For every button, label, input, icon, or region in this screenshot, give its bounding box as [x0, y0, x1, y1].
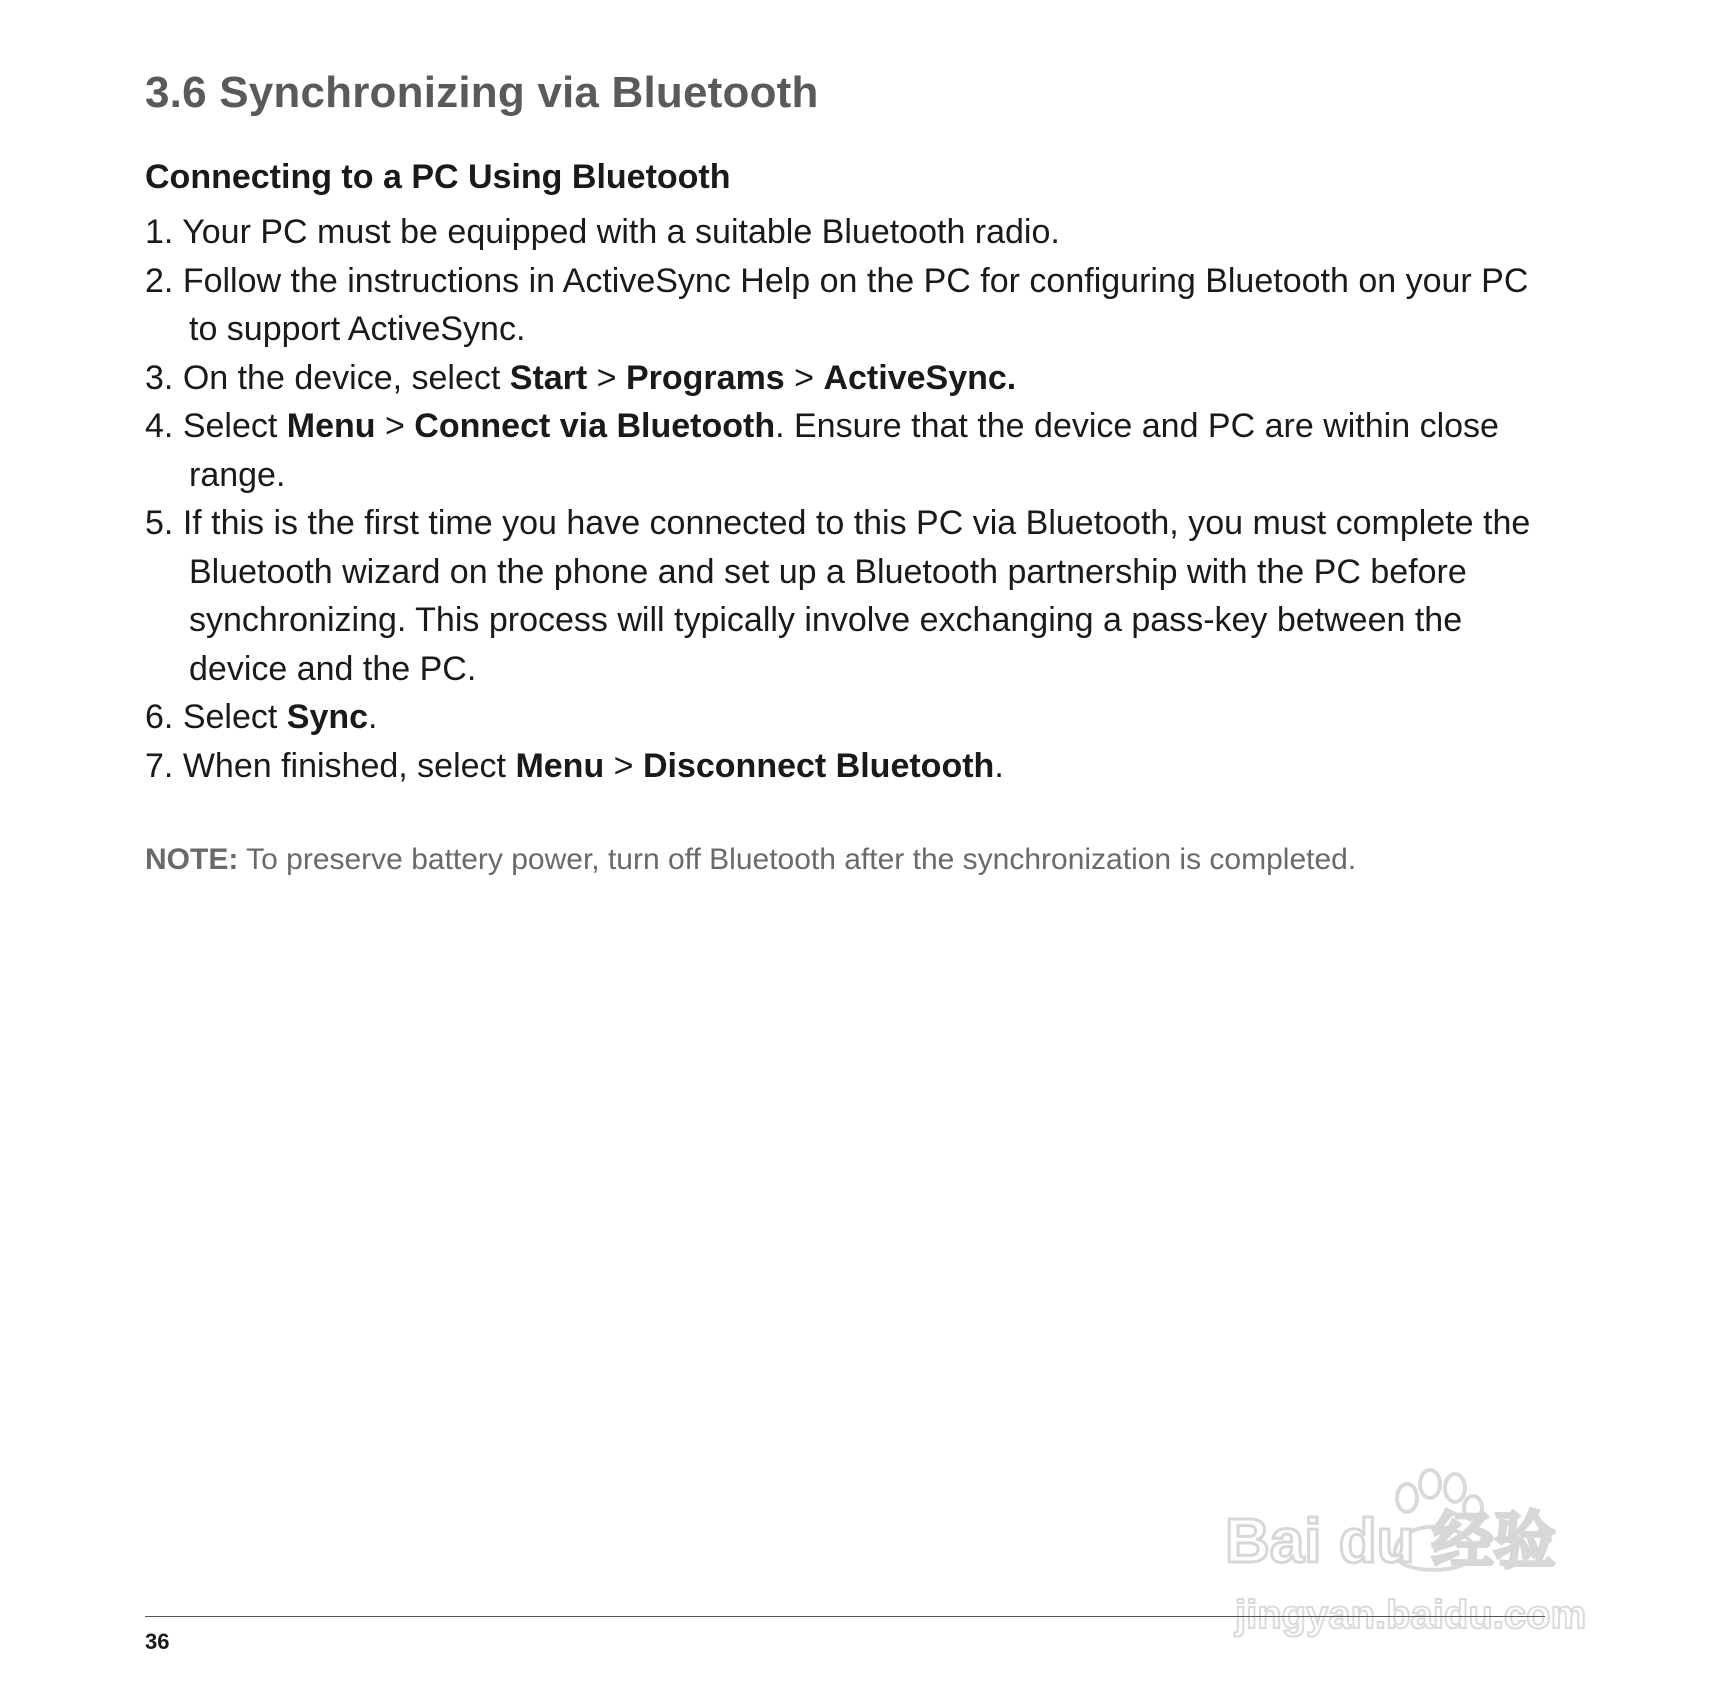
step-5 [145, 499, 1545, 693]
baidu-logo-icon [1225, 1450, 1645, 1650]
path-separator: > [375, 407, 415, 445]
menu-path-sync: Sync [286, 698, 369, 736]
step-text: When finished, select [182, 746, 516, 785]
path-separator: > [784, 358, 824, 397]
path-separator: > [604, 746, 643, 785]
step-6 [145, 693, 1545, 742]
note [145, 843, 1356, 877]
note-label: NOTE: [145, 843, 239, 876]
note-text: To preserve battery power, turn off Bluetooth after the synchronization is completed. [238, 843, 1357, 876]
step-text: If this is the first time you have connected to this PC via Bluetooth, you must complete the Bluetooth wizard on the phone and set up a Bluetooth partnership with the PC before synchronizing. This process will typically involve exchanging a pass-key between the device and the PC. [182, 504, 1531, 688]
step-text: On the device, select [182, 358, 510, 397]
baidu-watermark [1225, 1450, 1645, 1650]
menu-path-start: Start [509, 358, 588, 397]
step-1 [145, 208, 1545, 257]
watermark-url-text: jingyan.baidu.com [1235, 1593, 1587, 1637]
path-separator: > [587, 358, 626, 397]
step-number: 6. [145, 698, 174, 736]
menu-path-activesync: ActiveSync. [823, 358, 1017, 397]
footer-rule [145, 1616, 1545, 1617]
step-number: 4. [145, 407, 174, 445]
step-text-tail: . [994, 746, 1004, 785]
menu-path-menu: Menu [286, 407, 376, 445]
step-2 [145, 257, 1545, 354]
menu-path-disconnect-bluetooth: Disconnect Bluetooth [642, 746, 995, 785]
step-text: Follow the instructions in ActiveSync Help on the PC for configuring Bluetooth on your PC to support ActiveSync. [182, 261, 1529, 348]
page-title: 3.6 Synchronizing via Bluetooth [145, 68, 819, 117]
step-3 [145, 354, 1545, 403]
menu-path-programs: Programs [625, 358, 785, 397]
step-number: 3. [145, 358, 174, 397]
step-4 [145, 402, 1545, 499]
step-text: Select [182, 698, 287, 736]
menu-path-connect-via-bluetooth: Connect via Bluetooth [414, 407, 776, 445]
step-number: 2. [145, 261, 174, 300]
step-text-tail: . [368, 698, 378, 736]
step-text: Your PC must be equipped with a suitable Bluetooth radio. [182, 213, 1060, 251]
menu-path-menu: Menu [515, 746, 605, 785]
section-heading: Connecting to a PC Using Bluetooth [145, 158, 731, 196]
step-text-tail: . Ensure that the device and PC are within close range. [189, 407, 1499, 494]
step-7 [145, 742, 1545, 791]
step-number: 7. [145, 746, 174, 785]
step-number: 5. [145, 504, 174, 542]
watermark-logo-text: Bai du 经验 [1225, 1507, 1556, 1576]
step-text: Select [182, 407, 287, 445]
page-number: 36 [145, 1629, 170, 1654]
steps-list [145, 208, 1545, 790]
step-number: 1. [145, 213, 174, 251]
